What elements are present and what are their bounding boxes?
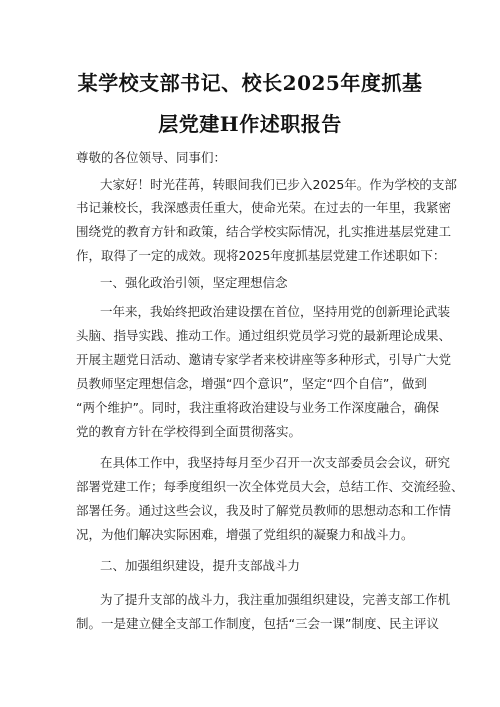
paragraph-line: 在具体工作中，我坚持每月至少召开一次支部委员会会议，研究 — [100, 455, 451, 470]
paragraph-line: 书记兼校长，我深感责任重大，使命光荣。在过去的一年里，我紧密 — [76, 200, 452, 215]
document-title-line-1: 某学校支部书记、校长2025年度抓基 — [77, 71, 423, 95]
paragraph-line: 开展主题党日活动、邀请专家学者来校讲座等多种形式，引导广大党 — [76, 352, 452, 367]
paragraph-line: 制。一是建立健全支部工作制度，包括“三会一课”制度、民主评议 — [76, 616, 439, 631]
paragraph-line: 况，为他们解决实际困难，增强了党组织的凝聚力和战斗力。 — [76, 527, 414, 542]
paragraph-line: 大家好！时光荏苒，转眼间我们已步入2025年。作为学校的支部 — [100, 177, 457, 192]
paragraph-line: “两个维护”。同时，我注重将政治建设与业务工作深度融合，确保 — [76, 400, 439, 415]
paragraph-line: 部署党建工作；每季度组织一次全体党员大会，总结工作、交流经验、 — [76, 479, 464, 494]
section-heading: 二、加强组织建设，提升支部战斗力 — [100, 558, 301, 573]
paragraph-line: 围绕党的教育方针和政策，结合学校实际情况，扎实推进基层党建工 — [76, 224, 452, 239]
paragraph-line: 作，取得了一定的成效。现将2025年度抓基层党建工作述职如下： — [76, 248, 446, 263]
salutation: 尊敬的各位领导、同事们： — [76, 150, 227, 165]
paragraph-line: 党的教育方针在学校得到全面贯彻落实。 — [76, 424, 302, 439]
paragraph-line: 为了提升支部的战斗力，我注重加强组织建设，完善支部工作机 — [100, 592, 451, 607]
section-heading: 一、强化政治引领，坚定理想信念 — [100, 275, 288, 290]
paragraph-line: 部署任务。通过这些会议，我及时了解党员教师的思想动态和工作情 — [76, 503, 452, 518]
document-title-line-2: 层党建H作述职报告 — [158, 112, 342, 136]
paragraph-line: 一年来，我始终把政治建设摆在首位，坚持用党的创新理论武装 — [100, 304, 451, 319]
paragraph-line: 员教师坚定理想信念，增强“四个意识”，坚定“四个自信”，做到 — [76, 376, 427, 391]
paragraph-line: 头脑、指导实践、推动工作。通过组织党员学习党的最新理论成果、 — [76, 328, 452, 343]
